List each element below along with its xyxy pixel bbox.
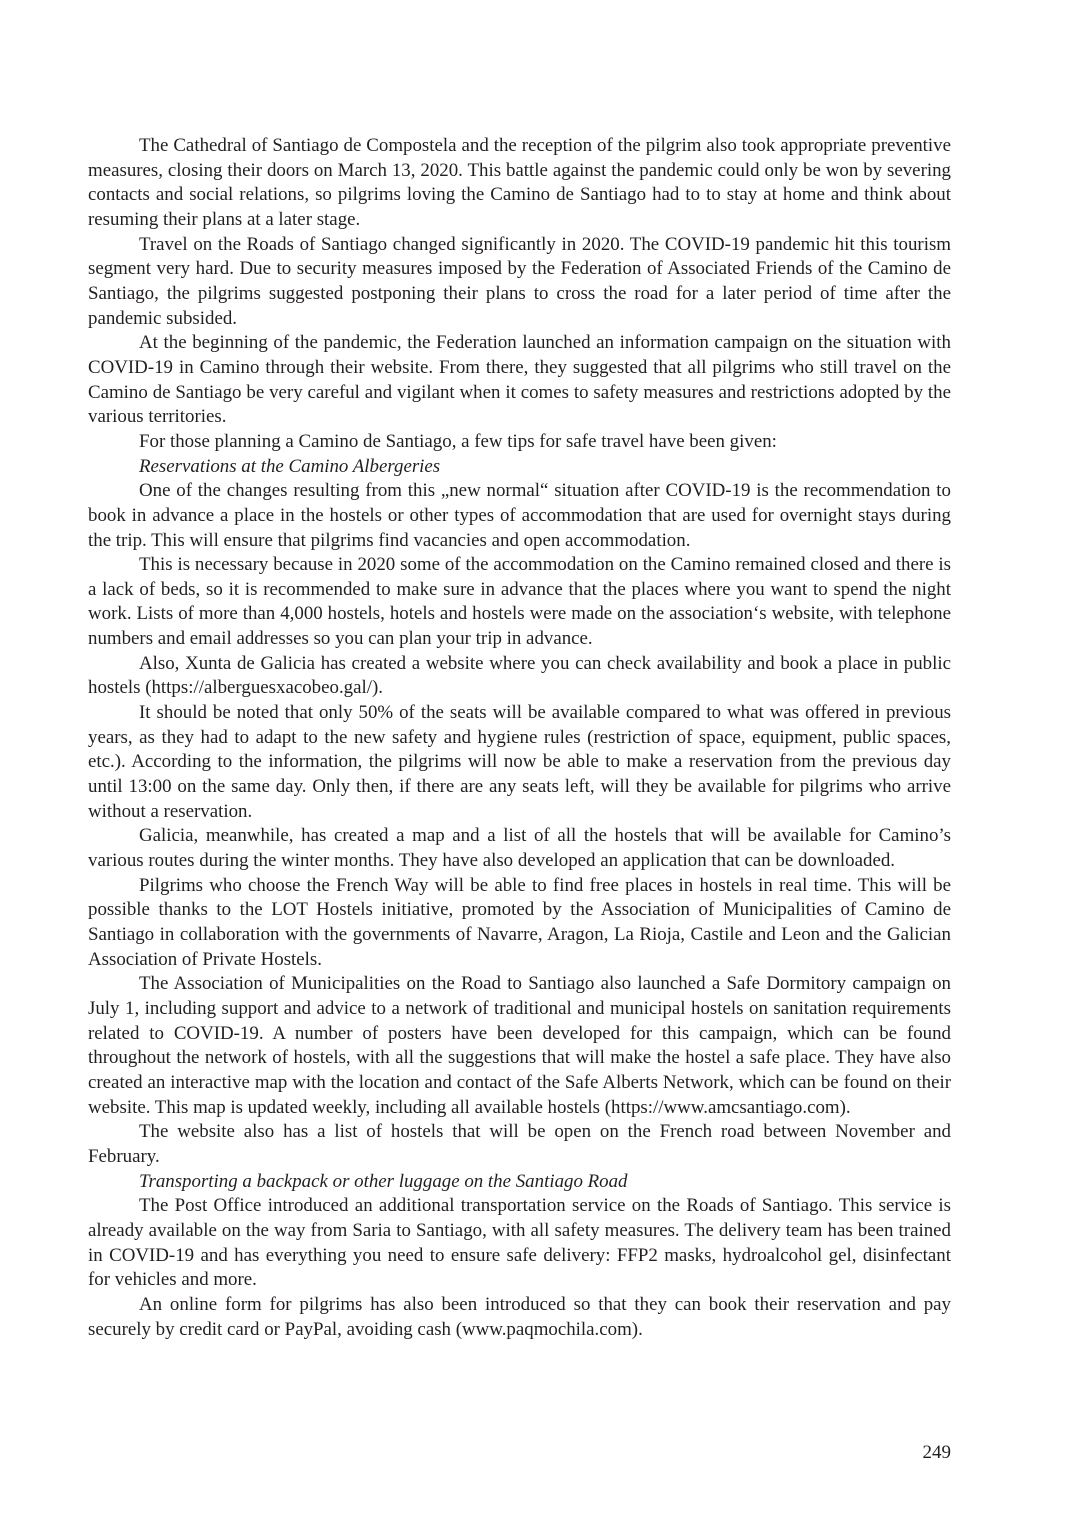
paragraph: At the beginning of the pandemic, the Federation launched an information campaign on the situation with COVID-19 in Camino through their website. From there, they suggested that all pilgrims who still travel on the Camino de Santiago be very careful and vigilant when it comes to safety measures and restrictions adopted by the various territories. xyxy=(88,332,951,428)
page-body xyxy=(88,134,951,1342)
paragraph: The Cathedral of Santiago de Compostela and the reception of the pilgrim also took appropriate preventive measures, closing their doors on March 13, 2020. This battle against the pandemic could only be won by severing contacts and social relations, so pilgrims loving the Camino de Santiago had to to stay at home and think about resuming their plans at a later stage. xyxy=(88,135,951,230)
paragraph: Also, Xunta de Galicia has created a website where you can check availability and book a place in public hostels (https://alberguesxacobeo.gal/). xyxy=(88,652,951,699)
paragraph: The Association of Municipalities on the Road to Santiago also launched a Safe Dormitory campaign on July 1, including support and advice to a network of traditional and municipal hostels on sanitation requirements related to COVID-19. A number of posters have been developed for this campaign, which can be found throughout the network of hostels, with all the suggestions that will make the hostel a safe place. They have also created an interactive map with the location and contact of the Safe Alberts Network, which can be found on their website. This map is updated weekly, including all available hostels (https://www.amcsantiago.com). xyxy=(88,973,951,1118)
paragraph: It should be noted that only 50% of the seats will be available compared to what was offered in previous years, as they had to adapt to the new safety and hygiene rules (restriction of space, equipment, public spaces, etc.). According to the information, the pilgrims will now be able to make a reservation from the previous day until 13:00 on the same day. Only then, if there are any seats left, will they be available for pilgrims who arrive without a reservation. xyxy=(88,702,951,822)
paragraph: For those planning a Camino de Santiago, a few tips for safe travel have been given: xyxy=(139,430,777,452)
section-heading: Reservations at the Camino Albergeries xyxy=(139,455,441,477)
paragraph: Galicia, meanwhile, has created a map and a list of all the hostels that will be available for Camino’s various routes during the winter months. They have also developed an application that can be downloaded. xyxy=(88,825,951,872)
paragraph: The Post Office introduced an additional transportation service on the Roads of Santiago. This service is already available on the way from Saria to Santiago, with all safety measures. The delivery team has been trained in COVID-19 and has everything you need to ensure safe delivery: FFP2 masks, hydroalcohol gel, disinfectant for vehicles and more. xyxy=(88,1195,951,1291)
paragraph: This is necessary because in 2020 some of the accommodation on the Camino remained closed and there is a lack of beds, so it is recommended to make sure in advance that the places where you want to spend the night work. Lists of more than 4,000 hostels, hotels and hostels were made on the association‘s website, with telephone numbers and email addresses so you can plan your trip in advance. xyxy=(88,554,951,650)
paragraph: An online form for pilgrims has also been introduced so that they can book their reservation and pay securely by credit card or PayPal, avoiding cash (www.paqmochila.com). xyxy=(88,1293,951,1340)
section-heading: Transporting a backpack or other luggage on the Santiago Road xyxy=(139,1170,628,1192)
paragraph: Pilgrims who choose the French Way will be able to find free places in hostels in real time. This will be possible thanks to the LOT Hostels initiative, promoted by the Association of Municipalities of Camino de Santiago in collaboration with the governments of Navarre, Aragon, La Rioja, Castile and Leon and the Galician Association of Private Hostels. xyxy=(88,874,951,970)
page-number: 249 xyxy=(922,1442,951,1463)
paragraph: One of the changes resulting from this „new normal“ situation after COVID-19 is the recommendation to book in advance a place in the hostels or other types of accommodation that are used for overnight stays during the trip. This will ensure that pilgrims find vacancies and open accommodation. xyxy=(88,480,951,551)
paragraph: The website also has a list of hostels that will be open on the French road between November and February. xyxy=(88,1121,951,1167)
paragraph: Travel on the Roads of Santiago changed significantly in 2020. The COVID-19 pandemic hit this tourism segment very hard. Due to security measures imposed by the Federation of Associated Friends of the Camino de Santiago, the pilgrims suggested postponing their plans to cross the road for a later period of time after the pandemic subsided. xyxy=(88,233,951,329)
